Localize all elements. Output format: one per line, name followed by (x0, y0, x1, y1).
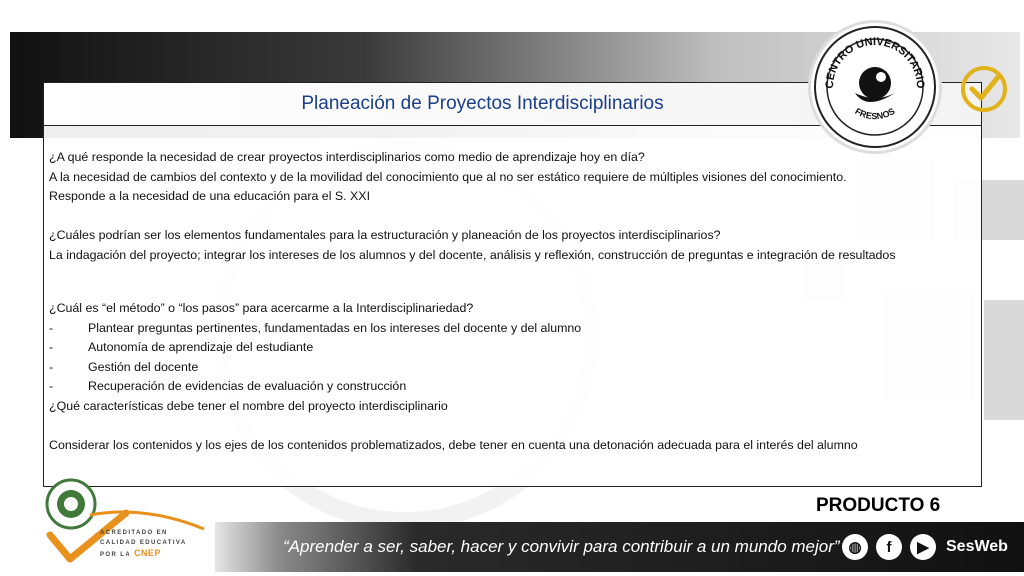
bullet-marker: - (49, 379, 54, 393)
bullet-marker: - (49, 320, 54, 335)
bullet-marker: - (49, 359, 54, 374)
list-item-text: Plantear preguntas pertinentes, fundamentadas en los intereses del docente y del alumno (88, 320, 582, 335)
list-item (49, 358, 975, 378)
check-icon (960, 65, 1008, 113)
page-title: Planeación de Proyectos Interdisciplinarios (301, 93, 664, 114)
list-item-text: Recuperación de evidencias de evaluación y construcción (88, 379, 407, 393)
play-icon[interactable]: ▶ (910, 534, 936, 560)
footer-social-icons (842, 534, 1008, 560)
list-item (49, 319, 975, 339)
answer-1-line-1: A la necesidad de cambios del contexto y de la movilidad del conocimiento que al no ser estático requiere de múltiples visiones del conocimiento. (49, 169, 847, 184)
cnep-accreditation: ACREDITADO EN CALIDAD EDUCATIVA POR LA CNEP (100, 530, 187, 558)
content-body (44, 126, 981, 455)
list-item-text: Gestión del docente (88, 359, 199, 374)
svg-text:CENTRO UNIVERSITARIO: CENTRO UNIVERSITARIO (823, 35, 927, 89)
list-item (49, 377, 975, 397)
answer-4: Considerar los contenidos y los ejes de los contenidos problematizados, debe tener en cuenta una detonación adecuada para el interés del alumno (49, 437, 858, 452)
footer-slogan: “Aprender a ser, saber, hacer y convivir para contribuir a un mundo mejor” (283, 537, 840, 556)
cnep-name: CNEP (133, 548, 161, 558)
product-label: PRODUCTO 6 (816, 495, 941, 516)
facebook-icon[interactable]: f (876, 534, 902, 560)
question-4: ¿Qué características debe tener el nombre del proyecto interdisciplinario (49, 398, 448, 413)
centro-universitario-logo (808, 20, 942, 154)
answer-1-line-2: Responde a la necesidad de una educación para el S. XXI (49, 189, 371, 203)
question-1: ¿A qué responde la necesidad de crear proyectos interdisciplinarios como medio de aprendizaje hoy en día? (49, 150, 645, 164)
globe-icon[interactable]: ◍ (842, 534, 868, 560)
question-3: ¿Cuál es “el método” o “los pasos” para acercarme a la Interdisciplinariedad? (49, 301, 474, 315)
bullet-marker: - (49, 340, 54, 354)
answer-2: La indagación del proyecto; integrar los intereses de los alumnos y del docente, análisis y reflexión, construcción de preguntas e integración de resultados (49, 247, 896, 262)
list-item-text: Autonomía de aprendizaje del estudiante (88, 340, 314, 354)
svg-text:FRESNOS: FRESNOS (853, 105, 897, 122)
list-item (49, 338, 975, 358)
sesweb-brand: SesWeb (946, 538, 1008, 555)
question-2: ¿Cuáles podrían ser los elementos fundamentales para la estructuración y planeación de los proyectos interdisciplinarios? (49, 228, 721, 242)
